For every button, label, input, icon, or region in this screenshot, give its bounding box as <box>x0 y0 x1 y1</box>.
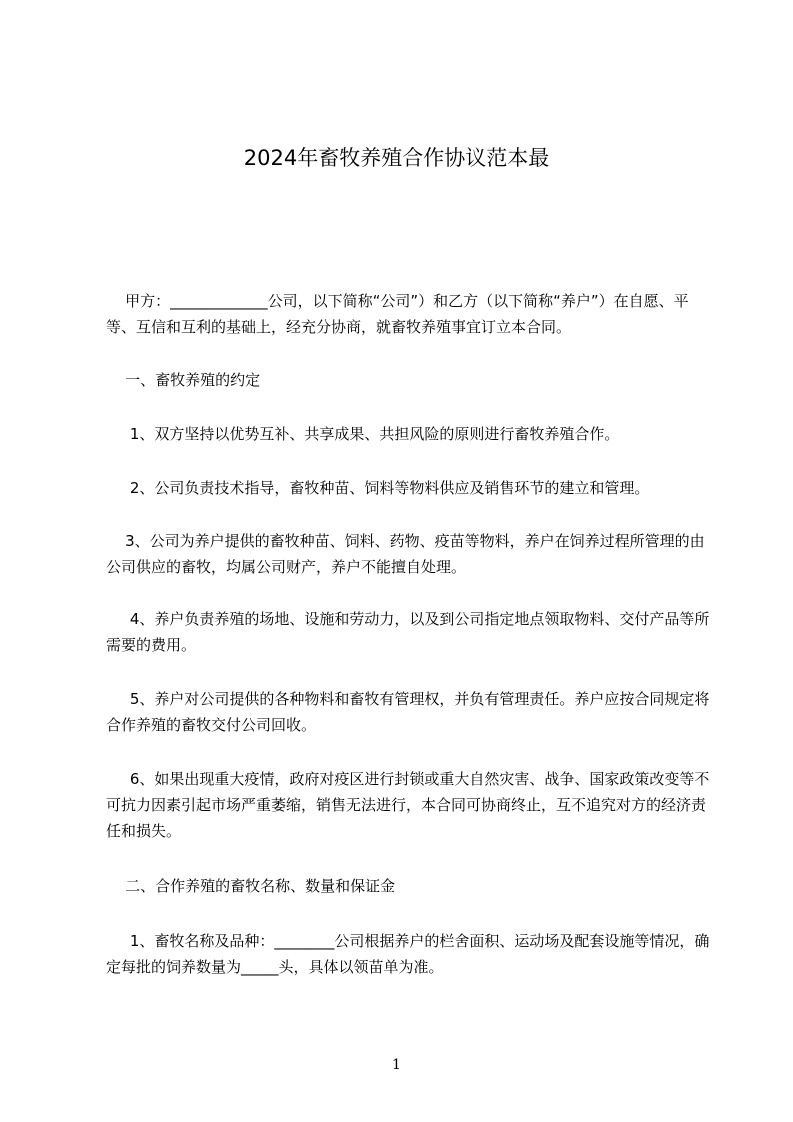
clause-1-3: 3、公司为养户提供的畜牧种苗、饲料、药物、疫苗等物料，养户在饲养过程所管理的由公司供应的畜牧，均属公司财产，养户不能擅自处理。 <box>106 532 705 576</box>
clause-1-2: 2、公司负责技术指导，畜牧种苗、饲料等物料供应及销售环节的建立和管理。 <box>106 479 650 497</box>
clause-1-5: 5、养户对公司提供的各种物料和畜牧有管理权，并负有管理责任。养户应按合同规定将合作养殖的畜牧交付公司回收。 <box>106 690 710 734</box>
section-heading-2: 二、合作养殖的畜牧名称、数量和保证金 <box>106 877 396 895</box>
document-title: 2024年畜牧养殖合作协议范本最 <box>243 146 550 170</box>
clause-1-1: 1、双方坚持以优势互补、共享成果、共担风险的原则进行畜牧养殖合作。 <box>106 425 620 443</box>
clause-1-6: 6、如果出现重大疫情，政府对疫区进行封锁或重大自然灾害、战争、国家政策改变等不可抗力因素引起市场严重萎缩，销售无法进行，本合同可协商终止，互不追究对方的经济责任和损失。 <box>106 770 710 840</box>
clause-2-1: 1、畜牧名称及品种：________公司根据养户的栏舍面积、运动场及配套设施等情况，确定每批的饲养数量为_____头，具体以领苗单为准。 <box>106 932 710 976</box>
preamble-paragraph: 甲方：_____________公司，以下简称“公司”）和乙方（以下简称“养户”）在自愿、平等、互信和互利的基础上，经充分协商，就畜牧养殖事宜订立本合同。 <box>106 292 689 336</box>
section-heading-1: 一、畜牧养殖的约定 <box>106 371 261 389</box>
page-number: 1 <box>392 1057 401 1073</box>
clause-1-4: 4、养户负责养殖的场地、设施和劳动力，以及到公司指定地点领取物料、交付产品等所需要的费用。 <box>106 610 710 654</box>
